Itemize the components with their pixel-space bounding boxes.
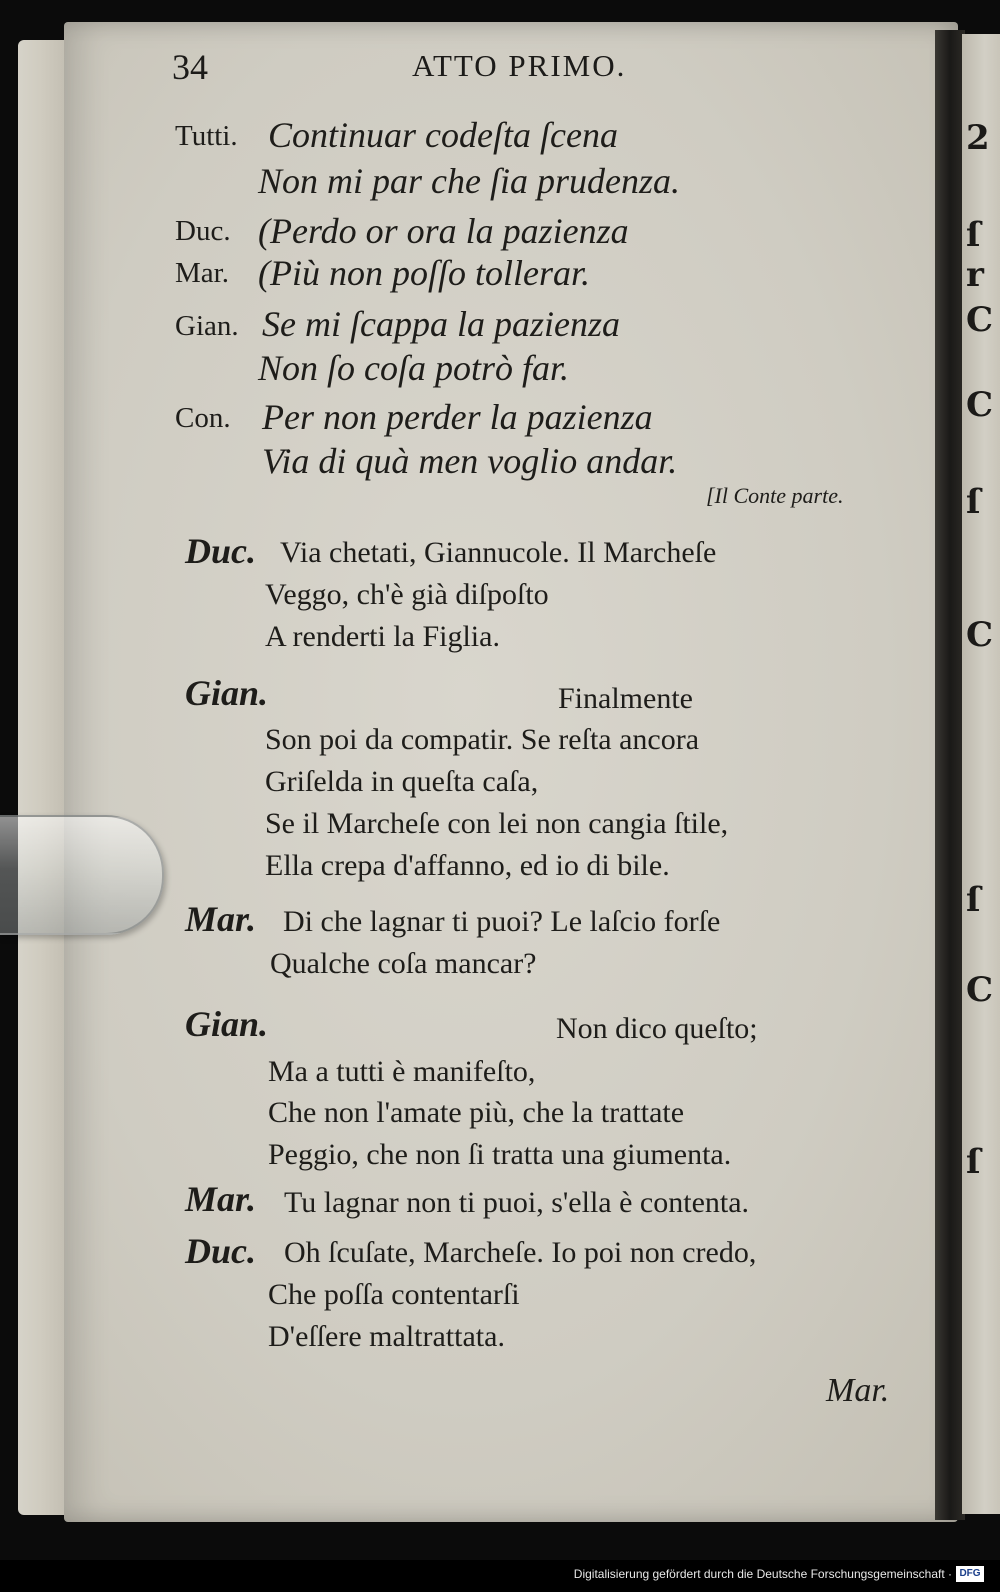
verse-line: Per non perder la pazienza [262, 397, 653, 437]
facing-page-fragment: C [966, 300, 994, 340]
verse-line: Son poi da compatir. Se reſta ancora [265, 723, 700, 756]
speaker-label: Tutti. [175, 120, 238, 152]
verse-line: Tu lagnar non ti puoi, s'ella è contenta. [284, 1186, 750, 1219]
facing-page-fragment: ſ [966, 1142, 981, 1182]
page-header [0, 40, 1000, 90]
verse-line: Veggo, ch'è già diſpoſto [265, 578, 549, 611]
speaker-label: Gian. [185, 673, 269, 713]
facing-page-fragment: C [966, 970, 994, 1010]
speaker-label: Mar. [175, 257, 229, 289]
verse-line: Finalmente [558, 682, 693, 715]
verse-line: Se mi ſcappa la pazienza [262, 304, 620, 344]
catchword: Mar. [826, 1372, 890, 1409]
verse-line: Se il Marcheſe con lei non cangia ſtile, [265, 807, 729, 840]
verse-line: Via di quà men voglio andar. [262, 441, 678, 481]
facing-page-fragment: C [966, 385, 994, 425]
verse-line: Peggio, che non ſi tratta una giumenta. [268, 1138, 732, 1171]
speaker-label: Con. [175, 402, 231, 434]
digitization-footer [0, 1560, 1000, 1592]
speaker-label: Mar. [185, 899, 257, 939]
verse-line: Non mi par che ſia prudenza. [258, 161, 680, 201]
dfg-logo: DFG [956, 1566, 984, 1582]
funding-notice: Digitalisierung gefördert durch die Deutsche Forschungsgemeinschaft · [573, 1567, 952, 1581]
page-number: 34 [172, 47, 208, 87]
speaker-label: Duc. [185, 531, 256, 571]
verse-line: D'eſſere maltrattata. [268, 1320, 505, 1353]
verse-line: Continuar codeſta ſcena [268, 115, 618, 155]
verse-line: Ma a tutti è manifeſto, [268, 1055, 536, 1088]
verse-line: (Più non poſſo tollerar. [258, 253, 590, 293]
verse-line: Ella crepa d'affanno, ed io di bile. [265, 849, 670, 882]
facing-page-fragment: ſ [966, 880, 981, 920]
facing-page-fragment: 2 [966, 118, 990, 158]
verse-line: Non ſo coſa potrò far. [258, 348, 570, 388]
running-title: ATTO PRIMO. [412, 48, 627, 83]
stage-direction: [Il Conte parte. [706, 483, 844, 508]
verse-line: Griſelda in queſta caſa, [265, 765, 539, 798]
speaker-label: Duc. [175, 215, 231, 247]
verse-line: Qualche coſa mancar? [270, 947, 537, 980]
speaker-label: Duc. [185, 1231, 256, 1271]
page-holder-clip [0, 815, 164, 935]
speaker-label: Gian. [185, 1004, 269, 1044]
verse-line: A renderti la Figlia. [265, 620, 500, 653]
speaker-label: Gian. [175, 310, 239, 342]
facing-page-fragment: ſ [966, 215, 981, 255]
verse-line: Di che lagnar ti puoi? Le laſcio forſe [283, 905, 721, 938]
verse-line: Che non l'amate più, che la trattate [268, 1096, 685, 1129]
verse-line: Oh ſcuſate, Marcheſe. Io poi non credo, [284, 1236, 757, 1269]
book-gutter [935, 30, 965, 1520]
speaker-label: Mar. [185, 1179, 257, 1219]
verse-line: Non dico queſto; [556, 1012, 758, 1045]
facing-page-fragment: C [966, 615, 994, 655]
facing-page-fragment: r [966, 255, 984, 295]
verse-line: Via chetati, Giannucole. Il Marcheſe [280, 536, 717, 569]
verse-line: Che poſſa contentarſi [268, 1278, 520, 1311]
verse-line: (Perdo or ora la pazienza [258, 211, 629, 251]
facing-page-fragment: ſ [966, 482, 981, 522]
